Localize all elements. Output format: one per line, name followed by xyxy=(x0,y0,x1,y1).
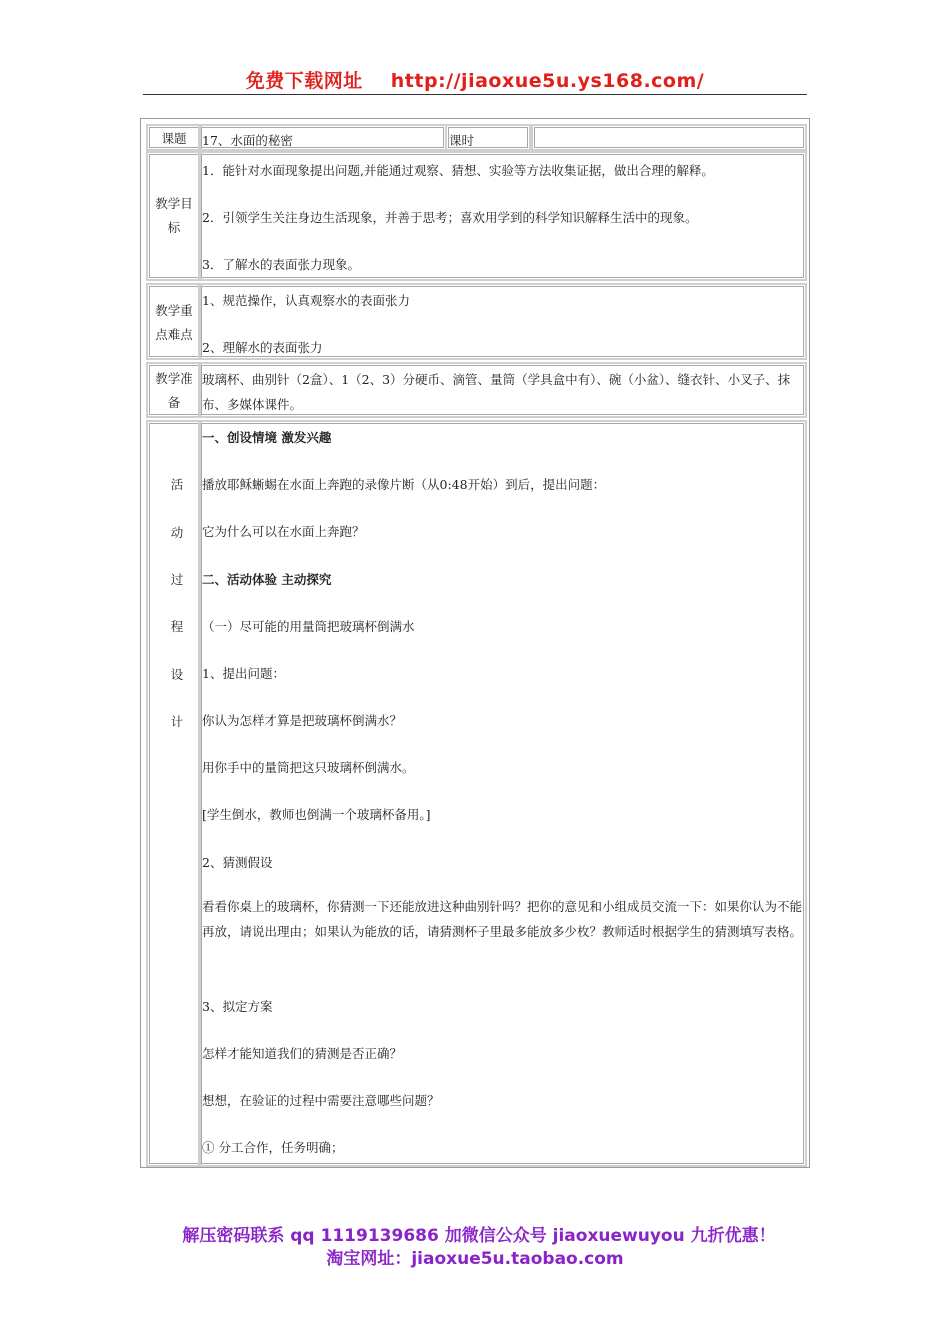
process-paragraph: [学生倒水，教师也倒满一个玻璃杯备用。] xyxy=(202,807,431,822)
process-label-char: 动 xyxy=(170,525,184,540)
topic-value: 17、水面的秘密 xyxy=(202,133,293,148)
focus-item-2: 2、理解水的表面张力 xyxy=(202,340,323,355)
period-label: 课时 xyxy=(449,133,475,148)
process-paragraph: ① 分工合作，任务明确； xyxy=(202,1140,344,1155)
process-paragraph: 2、猜测假设 xyxy=(202,855,273,870)
header-url[interactable]: http://jiaoxue5u.ys168.com/ xyxy=(390,70,705,92)
prep-text: 玻璃杯、曲别针（2盒）、1（2、3）分硬币、滴管、量筒（学具盒中有）、碗（小盆）、缝衣针、小叉子、抹布、多媒体课件。 xyxy=(202,372,791,412)
goals-label: 教学目标 xyxy=(155,196,193,235)
process-label-char: 过 xyxy=(170,572,184,587)
topic-label-cell xyxy=(146,124,202,151)
focus-label-cell xyxy=(146,283,202,360)
period-value-cell xyxy=(531,124,807,151)
header-rule xyxy=(143,94,807,95)
process-paragraph: 你认为怎样才算是把玻璃杯倒满水？ xyxy=(202,713,403,728)
process-label-char: 程 xyxy=(170,619,184,634)
lesson-plan-table xyxy=(140,118,810,1168)
goals-content-cell xyxy=(198,151,807,281)
process-paragraph: 3、拟定方案 xyxy=(202,999,273,1014)
header-line xyxy=(0,66,950,93)
process-label-char: 计 xyxy=(170,714,184,729)
period-label-cell xyxy=(445,124,531,151)
section2-title: 二、活动体验 主动探究 xyxy=(202,572,332,587)
topic-label: 课题 xyxy=(161,131,187,146)
focus-item-1: 1、规范操作，认真观察水的表面张力 xyxy=(202,293,410,308)
focus-content-cell xyxy=(198,283,807,360)
prep-content-cell xyxy=(198,362,807,418)
goals-label-cell xyxy=(146,151,202,281)
process-paragraph: 用你手中的量筒把这只玻璃杯倒满水。 xyxy=(202,760,415,775)
process-paragraph: （一）尽可能的用量筒把玻璃杯倒满水 xyxy=(202,619,415,634)
process-paragraph: 它为什么可以在水面上奔跑？ xyxy=(202,524,365,539)
goal-item-2: 2．引领学生关注身边生活现象，并善于思考；喜欢用学到的科学知识解释生活中的现象。 xyxy=(202,210,698,225)
process-paragraph: 播放耶稣蜥蜴在水面上奔跑的录像片断（从0:48开始）到后，提出问题： xyxy=(202,477,606,492)
section1-title: 一、创设情境 激发兴趣 xyxy=(202,430,332,445)
goal-item-1: 1．能针对水面现象提出问题,并能通过观察、猜想、实验等方法收集证据，做出合理的解释。 xyxy=(202,163,714,178)
process-paragraph: 怎样才能知道我们的猜测是否正确？ xyxy=(202,1046,403,1061)
process-paragraph: 看看你桌上的玻璃杯，你猜测一下还能放进这种曲别针吗？把你的意见和小组成员交流一下：如果你认为不能再放，请说出理由；如果认为能放的话，请猜测杯子里最多能放多少枚？教师适时根据学生的猜测填写表格。 xyxy=(202,899,803,939)
process-content-cell xyxy=(198,420,807,1167)
footer-shop-url[interactable]: 淘宝网址：jiaoxue5u.taobao.com xyxy=(326,1249,624,1269)
header-label: 免费下载网址 xyxy=(245,70,363,92)
process-label-char: 设 xyxy=(170,667,184,682)
topic-value-cell xyxy=(198,124,447,151)
process-paragraph: 1、提出问题： xyxy=(202,666,285,681)
process-label-cell xyxy=(146,420,202,1167)
prep-label-cell xyxy=(146,362,202,418)
prep-label: 教学准备 xyxy=(155,371,193,410)
focus-label: 教学重点难点 xyxy=(155,303,193,342)
process-label-char: 活 xyxy=(170,477,184,492)
process-paragraph: 想想，在验证的过程中需要注意哪些问题？ xyxy=(202,1093,440,1108)
footer-contact: 解压密码联系 qq 1119139686 加微信公众号 jiaoxuewuyou 九折优惠！ xyxy=(182,1226,776,1246)
goal-item-3: 3．了解水的表面张力现象。 xyxy=(202,257,360,272)
